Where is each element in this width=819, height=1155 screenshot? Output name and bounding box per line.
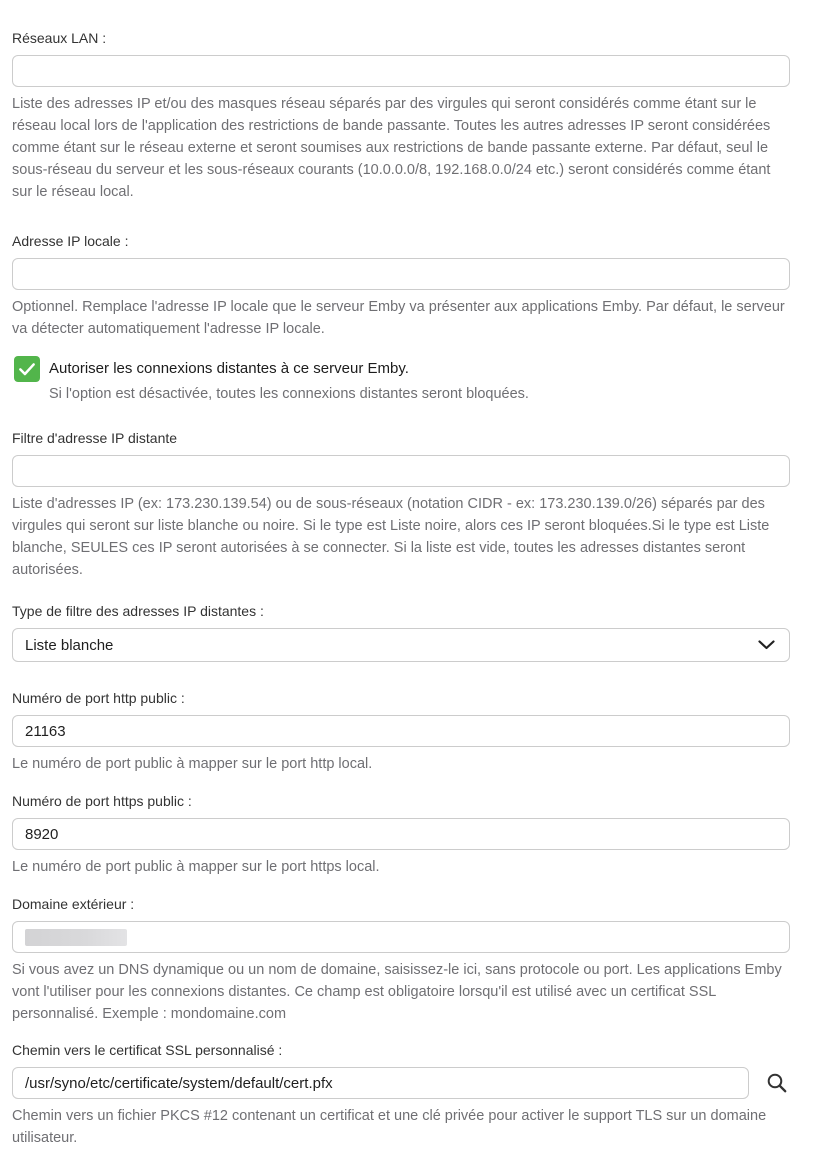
local-ip-help: Optionnel. Remplace l'adresse IP locale que le serveur Emby va présenter aux applications Emby. Par défaut, le serveur va détecter automatiquement l'adresse IP locale.: [12, 299, 785, 337]
https-port-help: Le numéro de port public à mapper sur le port https local.: [12, 859, 380, 875]
local-ip-label: Adresse IP locale :: [12, 233, 129, 249]
filter-type-field: [12, 603, 790, 662]
check-icon: [17, 359, 37, 379]
lan-networks-input[interactable]: [12, 55, 790, 87]
http-port-help: Le numéro de port public à mapper sur le port http local.: [12, 756, 373, 772]
http-port-label: Numéro de port http public :: [12, 690, 185, 706]
https-port-field: [12, 793, 790, 878]
remote-ip-filter-label: Filtre d'adresse IP distante: [12, 430, 178, 446]
remote-ip-filter-help: Liste d'adresses IP (ex: 173.230.139.54) ou de sous-réseaux (notation CIDR - ex: 173.230.139.0/26) séparés par des virgules qui seront sur liste blanche ou noire. Si le type est Liste noire, alors ces IP seront bloquées.Si le type est Liste blanche, SEULES ces IP seront autorisées à se connecter. Si la liste est vide, toutes les adresses distantes seront autorisées.: [12, 496, 770, 578]
ssl-cert-path-input[interactable]: [12, 1067, 749, 1099]
ssl-cert-field: [12, 1042, 790, 1149]
chevron-down-icon: [758, 640, 775, 650]
local-ip-input[interactable]: [12, 258, 790, 290]
lan-networks-label: Réseaux LAN :: [12, 30, 107, 46]
http-port-input[interactable]: [12, 715, 790, 747]
filter-type-label: Type de filtre des adresses IP distantes :: [12, 603, 264, 619]
browse-cert-button[interactable]: [764, 1070, 790, 1096]
ssl-cert-help: Chemin vers un fichier PKCS #12 contenant un certificat et une clé privée pour activer le support TLS sur un domaine utilisateur.: [12, 1108, 767, 1146]
lan-networks-field: [12, 30, 790, 203]
allow-remote-checkbox-row[interactable]: [12, 356, 790, 404]
remote-ip-filter-input[interactable]: [12, 455, 790, 487]
allow-remote-label[interactable]: Autoriser les connexions distantes à ce serveur Emby.: [49, 360, 409, 377]
external-domain-input[interactable]: [12, 921, 790, 953]
https-port-label: Numéro de port https public :: [12, 793, 192, 809]
search-icon: [766, 1072, 788, 1094]
remote-ip-filter-field: [12, 430, 790, 581]
ssl-cert-input-row: [12, 1067, 790, 1099]
lan-networks-help: Liste des adresses IP et/ou des masques réseau séparés par des virgules qui seront considérés comme étant sur le réseau local lors de l'application des restrictions de bande passante. Toutes les autres adresses IP seront considérées comme étant sur le réseau externe et seront soumises aux restrictions de bande passante externe. Par défaut, seul le sous-réseau du serveur et les sous-réseaux courants (10.0.0.0/8, 192.168.0.0/24 etc.) seront considérés comme étant sur le réseau local.: [12, 96, 771, 200]
allow-remote-checkbox[interactable]: [14, 356, 40, 382]
http-port-field: [12, 690, 790, 775]
filter-type-select[interactable]: [12, 628, 790, 662]
external-domain-label: Domaine extérieur :: [12, 896, 135, 912]
https-port-input[interactable]: [12, 818, 790, 850]
allow-remote-texts: [49, 356, 529, 404]
local-ip-field: [12, 233, 790, 340]
external-domain-field: [12, 896, 790, 1025]
allow-remote-sublabel: Si l'option est désactivée, toutes les connexions distantes seront bloquées.: [49, 386, 529, 402]
ssl-cert-label: Chemin vers le certificat SSL personnalisé :: [12, 1042, 283, 1058]
external-domain-help: Si vous avez un DNS dynamique ou un nom de domaine, saisissez-le ici, sans protocole ou port. Les applications Emby vont l'utiliser pour les connexions distantes. Ce champ est obligatoire lorsqu'il est utilisé avec un certificat SSL personnalisé. Exemple : mondomaine.com: [12, 962, 782, 1022]
external-domain-input-wrapper: [12, 921, 790, 953]
filter-type-selected-value: Liste blanche: [25, 636, 114, 654]
